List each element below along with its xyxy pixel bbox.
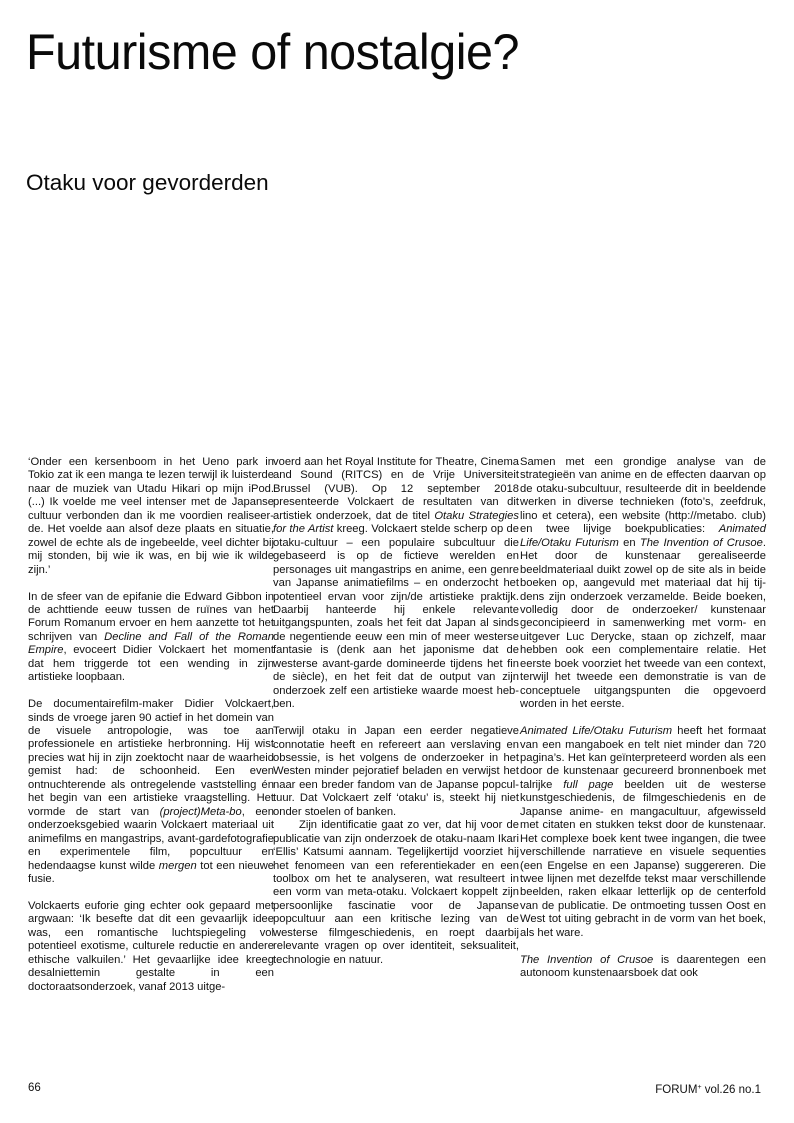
text-run: tot een nieuwe fusie. <box>28 859 274 886</box>
paragraph <box>273 725 519 819</box>
text-run: beelden uit de westerse kunstgeschiedenis, de filmgeschiedenis en de Japanse anime- en mangacultuur, afgewisseld met citaten en stukken tekst door de kunstenaar. Het complexe boek kent twee ingangen, die twee verschillende narratieve en visuele sequenties (een Engelse en een Japanse) suggereren. Die twee lijnen met dezelfde tekst maar verschillende beelden, raken elkaar letterlijk op de centerfold van de publicatie. De ontmoeting tussen Oost en West tot uiting gebracht in de vorm van het boek, als het ware. <box>520 778 766 939</box>
paragraph <box>520 725 766 940</box>
text-run: voerd aan het Royal Institute for Theatre, Cinema and Sound (RITCS) en de Vrije Universiteit Brussel (VUB). Op 12 september 2018 presenteerde Volckaert de resultaten van dit artistiek onderzoek, dat de titel <box>273 456 519 522</box>
text-run: In de sfeer van de epifanie die Edward Gibbon in de achttiende eeuw tussen de ruïnes van het Forum Romanum ervoer en hem aanzette tot het schrijven van <box>28 590 274 643</box>
text-run: De documentairefilm-maker Didier Volckaert, sinds de vroege jaren 90 actief in het domein van de visuele antropologie, was toe aan professionele en artistieke herbronning. Hij wist precies wat hij in zijn zoektocht naar de waarheid gemist had: de schoonheid. Een even ontnuchterende als ontregelende vaststelling én het begin van een artistieke vraagstelling. Het vormde de start van <box>28 698 274 818</box>
text-run: Volckaerts euforie ging echter ook gepaard met argwaan: ‘Ik besefte dat dit een gevaarlijk idee was, een romantische luchtspiegeling vol potentieel exotisme, culturele reductie en andere ethische valkuilen.’ Het gevaarlijke idee kreeg desalniettemin gestalte in een doctoraatsonderzoek, vanaf 2013 uitge- <box>28 899 274 993</box>
italic-title: Animated Life/Otaku Futurism <box>520 523 766 549</box>
paragraph <box>28 900 274 994</box>
journal-plus-mark: + <box>697 1084 702 1091</box>
italic-title: full page <box>563 778 614 791</box>
paragraph <box>273 819 519 967</box>
paragraph <box>28 456 274 577</box>
italic-title: Animated Life/Otaku Futurism <box>520 725 673 738</box>
italic-title: (project)Meta-bo <box>159 805 242 818</box>
italic-title: Decline and Fall of the Roman Empire <box>28 630 274 657</box>
journal-name: FORUM <box>655 1084 698 1096</box>
text-run: , een onderzoeksgebied waarin Volckaert materiaal uit animefilms en mangastrips, avant-gardefotografie en experimentele film, popcultuur en hedendaagse kunst wilde <box>28 805 274 872</box>
journal-footer <box>655 1081 761 1097</box>
paragraph <box>28 591 274 685</box>
paragraph <box>28 698 274 886</box>
text-column-3 <box>520 456 766 994</box>
italic-title: The Invention of Crusoe <box>639 536 763 549</box>
page-number: 66 <box>28 1082 41 1094</box>
italic-title: Otaku Strategies for the Artist <box>273 509 519 536</box>
text-run: . Het door de kunstenaar gerealiseerde beeldmateriaal duikt zowel op de site als in beide boeken op, aangevuld met materiaal dat hij tijdens zijn onderzoek verzamelde. Beide boeken, volledig door de onderzoeker/ kunstenaar geconcipieerd in samenwerking met vorm- en uitgever Luc Derycke, staan op zichzelf, maar hebben ook een complementaire relatie. Het eerste boek voorziet het tweede van een context, terwijl het tweede een demonstratie is van de conceptuele uitgangspunten die opgevoerd worden in het eerste. <box>520 536 766 711</box>
paragraph <box>520 954 766 981</box>
text-run: ‘Onder een kersenboom in het Ueno park in Tokio zat ik een manga te lezen terwijl ik luisterde naar de muziek van Utadu Hikari op mijn iPod. (...) Ik voelde me veel intenser met de Japanse cultuur verbonden dan ik me voordien realiseerde. Het voelde aan alsof deze plaats en situatie, zowel de echte als de ingebeelde, veel dichter bij mij stonden, bij wie ik was, en bij wie ik wilde zijn.’ <box>28 456 274 576</box>
text-run: kreeg. Volckaert stelde scherp op de otaku-cultuur – een populaire subcultuur die gebaseerd is op de fictieve werelden en personages uit mangastrips en anime, een genre van Japanse animatiefilms – en onderzocht het potentieel ervan voor zijn/de artistieke praktijk. Daarbij hanteerde hij enkele relevante uitgangspunten, zoals het feit dat Japan al sinds de negentiende eeuw een min of meer westerse fantasie is (denk aan het japonisme dat de westerse avant-garde domineerde tijdens het fin de siècle), en het feit dat de output van zijn onderzoek zelf een artistieke waarde moest hebben. <box>273 523 519 711</box>
text-column-2 <box>273 456 519 981</box>
paragraph <box>273 456 519 712</box>
article-title: Futurisme of nostalgie? <box>26 24 519 80</box>
article-subtitle: Otaku voor gevorderden <box>26 170 269 195</box>
text-column-1 <box>28 456 274 1008</box>
text-run: Samen met een grondige analyse van de strategieën van anime en de effecten daarvan op de otaku-subcultuur, resulteerde dit in beeldende werken in diverse technieken (foto’s, zeefdruk, lino et cetera), een website (http://metabo. club) en twee lijvige boekpublicaties: <box>520 456 766 536</box>
text-run: , evoceert Didier Volckaert het moment dat hem triggerde tot een wending in zijn artistieke loopbaan. <box>28 644 274 684</box>
italic-title: The Invention of Crusoe <box>520 953 654 966</box>
paragraph <box>520 456 766 712</box>
italic-title: mergen <box>158 859 197 872</box>
text-run: Zijn identificatie gaat zo ver, dat hij voor de publicatie van zijn onderzoek de otaku-naam Ikari ‘Ellis’ Katsumi aannam. Tegelijkertijd voorziet hij het fenomeen van een referentiekader en een toolbox om het te analyseren, wat resulteert in een vorm van meta-otaku. Volckaert koppelt zijn persoonlijke fascinatie voor de Japanse popcultuur aan een kritische lezing van de westerse filmgeschiedenis, en roept daarbij relevante vragen op over identiteit, seksualiteit, technologie en natuur. <box>273 819 519 966</box>
text-run: Terwijl otaku in Japan een eerder negatieve connotatie heeft en refereert aan verslaving en obsessie, is het volgens de onderzoeker in het Westen minder pejoratief beladen en verwijst het naar een breder fandom van de Japanse popcultuur. Dat Volckaert zelf ‘otaku’ is, steekt hij niet onder stoelen of banken. <box>273 725 519 818</box>
journal-issue: vol.26 no.1 <box>701 1084 761 1096</box>
text-run: heeft het formaat van een mangaboek en telt niet minder dan 720 pagina’s. Het kan geïnterpreteerd worden als een door de kunstenaar gecureerd bronnenboek met talrijke <box>520 725 767 791</box>
text-run: en <box>618 536 640 549</box>
text-run: is daarentegen een autonoom kunstenaarsboek dat ook <box>520 953 766 980</box>
